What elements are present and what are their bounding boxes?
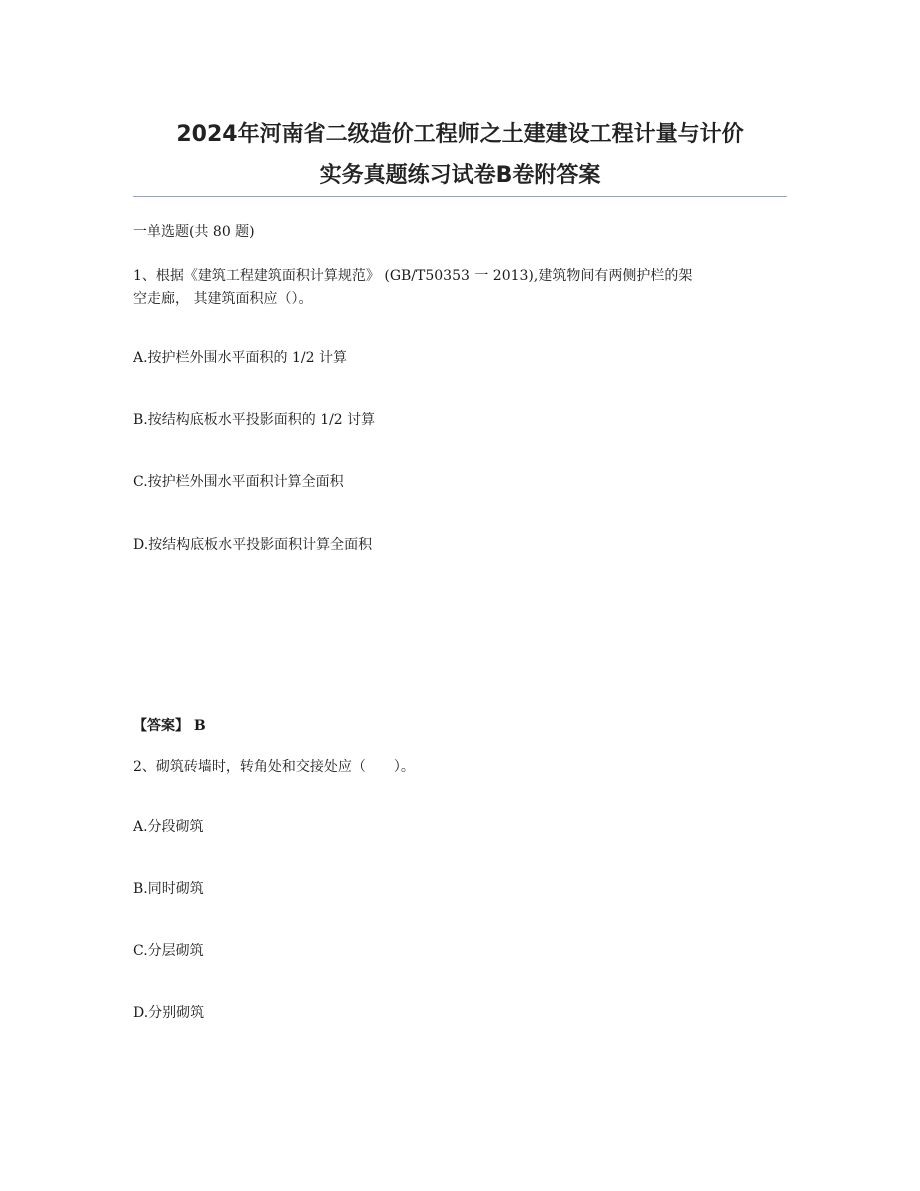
title-line-1: 2024年河南省二级造价工程师之土建建设工程计量与计价: [176, 122, 744, 147]
question-1-stem-line-1: 1、根据《建筑工程建筑面积计算规范》 (GB/T50353 一 2013),建筑物间有两侧护栏的架: [133, 268, 693, 284]
question-2-stem: 2、砌筑砖墙时，转角处和交接处应（ ）。: [133, 759, 415, 775]
question-2-option-c: C.分层砌筑: [133, 943, 204, 959]
question-1-option-d: D.按结构底板水平投影面积计算全面积: [133, 537, 373, 553]
title-divider: [133, 196, 787, 197]
question-2-option-d: D.分别砌筑: [133, 1005, 205, 1021]
question-2-option-b: B.同时砌筑: [133, 881, 204, 897]
question-2-option-a: A.分段砌筑: [133, 819, 204, 835]
question-1-option-b: B.按结构底板水平投影面积的 1/2 讨算: [133, 412, 376, 428]
section-label: 一单选题(共 80 题): [133, 224, 255, 240]
question-1-stem-line-2: 空走廊， 其建筑面积应（）。: [133, 291, 313, 307]
question-1-option-c: C.按护栏外围水平面积计算全面积: [133, 474, 344, 490]
title-line-2: 实务真题练习试卷B卷附答案: [319, 163, 601, 188]
question-1-answer: 【答案】 B: [133, 718, 206, 734]
question-1-option-a: A.按护栏外围水平面积的 1/2 计算: [133, 350, 347, 366]
